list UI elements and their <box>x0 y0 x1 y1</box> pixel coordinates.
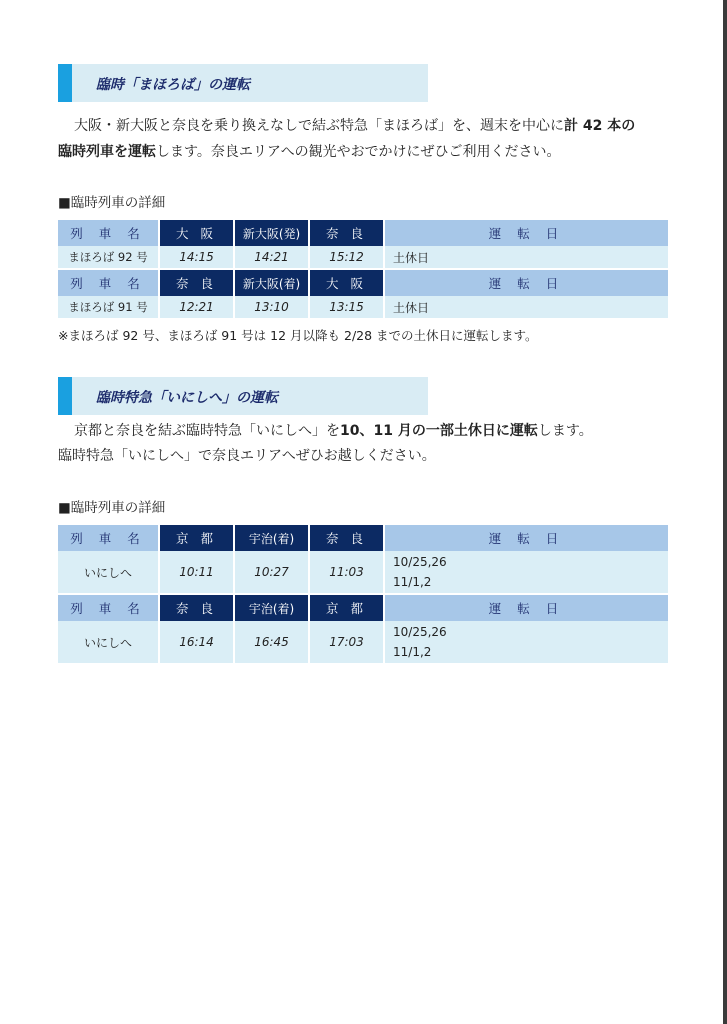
operating-days-cell: 土休日 <box>385 246 668 270</box>
header-operating-days: 運 転 日 <box>385 525 668 551</box>
para-text: します。奈良エリアへの観光やおでかけにぜひご利用ください。 <box>156 144 561 160</box>
section2-paragraph-line2: 臨時特急「いにしへ」で奈良エリアへぜひお越しください。 <box>58 448 436 464</box>
header-station-1: 京 都 <box>160 525 233 551</box>
header-station-2: 宇治(着) <box>235 595 308 621</box>
table-header-row <box>58 525 668 551</box>
operating-days-cell <box>385 551 668 595</box>
operating-days-cell: 土休日 <box>385 296 668 320</box>
operating-day-line: 10/25,26 <box>393 555 447 569</box>
time-cell: 14:21 <box>235 246 308 270</box>
header-station-2: 宇治(着) <box>235 525 308 551</box>
time-cell: 14:15 <box>160 246 233 270</box>
para-bold-text: 計 42 本の <box>564 118 636 134</box>
header-station-3: 大 阪 <box>310 270 383 296</box>
heading-title: 臨時特急「いにしへ」の運転 <box>96 390 278 406</box>
table-row <box>58 246 668 270</box>
operating-days-cell <box>385 621 668 665</box>
time-cell: 10:11 <box>160 551 233 595</box>
header-station-2: 新大阪(着) <box>235 270 308 296</box>
para-text: 大阪・新大阪と奈良を乗り換えなしで結ぶ特急「まほろば」を、週末を中心に <box>74 118 564 134</box>
section1-subheading: ■臨時列車の詳細 <box>58 195 166 211</box>
header-operating-days: 運 転 日 <box>385 220 668 246</box>
table-row <box>58 621 668 665</box>
inishie-timetable <box>56 525 670 665</box>
header-station-3: 京 都 <box>310 595 383 621</box>
train-name-cell: まほろば 91 号 <box>58 296 158 320</box>
header-station-3: 奈 良 <box>310 525 383 551</box>
section1-footnote: ※まほろば 92 号、まほろば 91 号は 12 月以降も 2/28 までの土休日に運転します。 <box>58 328 538 343</box>
time-cell: 10:27 <box>235 551 308 595</box>
para-bold-text: 10、11 月の一部土休日に運転 <box>340 423 538 439</box>
header-train-name: 列 車 名 <box>58 595 158 621</box>
section-heading-inishie <box>58 377 428 415</box>
header-train-name: 列 車 名 <box>58 270 158 296</box>
table-row <box>58 551 668 595</box>
para-bold-text: 臨時列車を運転 <box>58 144 156 160</box>
time-cell: 13:10 <box>235 296 308 320</box>
section1-paragraph-line2 <box>58 139 678 165</box>
para-text: します。 <box>537 423 593 439</box>
header-station-3: 奈 良 <box>310 220 383 246</box>
header-station-2: 新大阪(発) <box>235 220 308 246</box>
train-name-cell: まほろば 92 号 <box>58 246 158 270</box>
time-cell: 13:15 <box>310 296 383 320</box>
heading-title: 臨時「まほろば」の運転 <box>96 77 250 93</box>
operating-day-line: 10/25,26 <box>393 625 447 639</box>
time-cell: 11:03 <box>310 551 383 595</box>
train-name-cell: いにしへ <box>58 551 158 595</box>
time-cell: 16:14 <box>160 621 233 665</box>
table-header-row <box>58 270 668 296</box>
header-station-1: 奈 良 <box>160 270 233 296</box>
section2-paragraph-line1 <box>74 418 694 444</box>
operating-day-line: 11/1,2 <box>393 575 432 589</box>
time-cell: 12:21 <box>160 296 233 320</box>
header-operating-days: 運 転 日 <box>385 595 668 621</box>
time-cell: 16:45 <box>235 621 308 665</box>
page-edge-rule <box>723 0 727 1024</box>
operating-day-line: 11/1,2 <box>393 645 432 659</box>
train-name-cell: いにしへ <box>58 621 158 665</box>
header-train-name: 列 車 名 <box>58 525 158 551</box>
header-station-1: 奈 良 <box>160 595 233 621</box>
time-cell: 15:12 <box>310 246 383 270</box>
table-row <box>58 296 668 320</box>
header-train-name: 列 車 名 <box>58 220 158 246</box>
time-cell: 17:03 <box>310 621 383 665</box>
table-header-row <box>58 220 668 246</box>
heading-accent-bar <box>58 377 72 415</box>
section2-subheading: ■臨時列車の詳細 <box>58 500 166 516</box>
header-operating-days: 運 転 日 <box>385 270 668 296</box>
section-heading-mahoroba <box>58 64 428 102</box>
header-station-1: 大 阪 <box>160 220 233 246</box>
mahoroba-timetable <box>56 220 670 320</box>
table-header-row <box>58 595 668 621</box>
heading-accent-bar <box>58 64 72 102</box>
section1-paragraph-line1 <box>74 113 694 139</box>
para-text: 京都と奈良を結ぶ臨時特急「いにしへ」を <box>74 423 340 439</box>
